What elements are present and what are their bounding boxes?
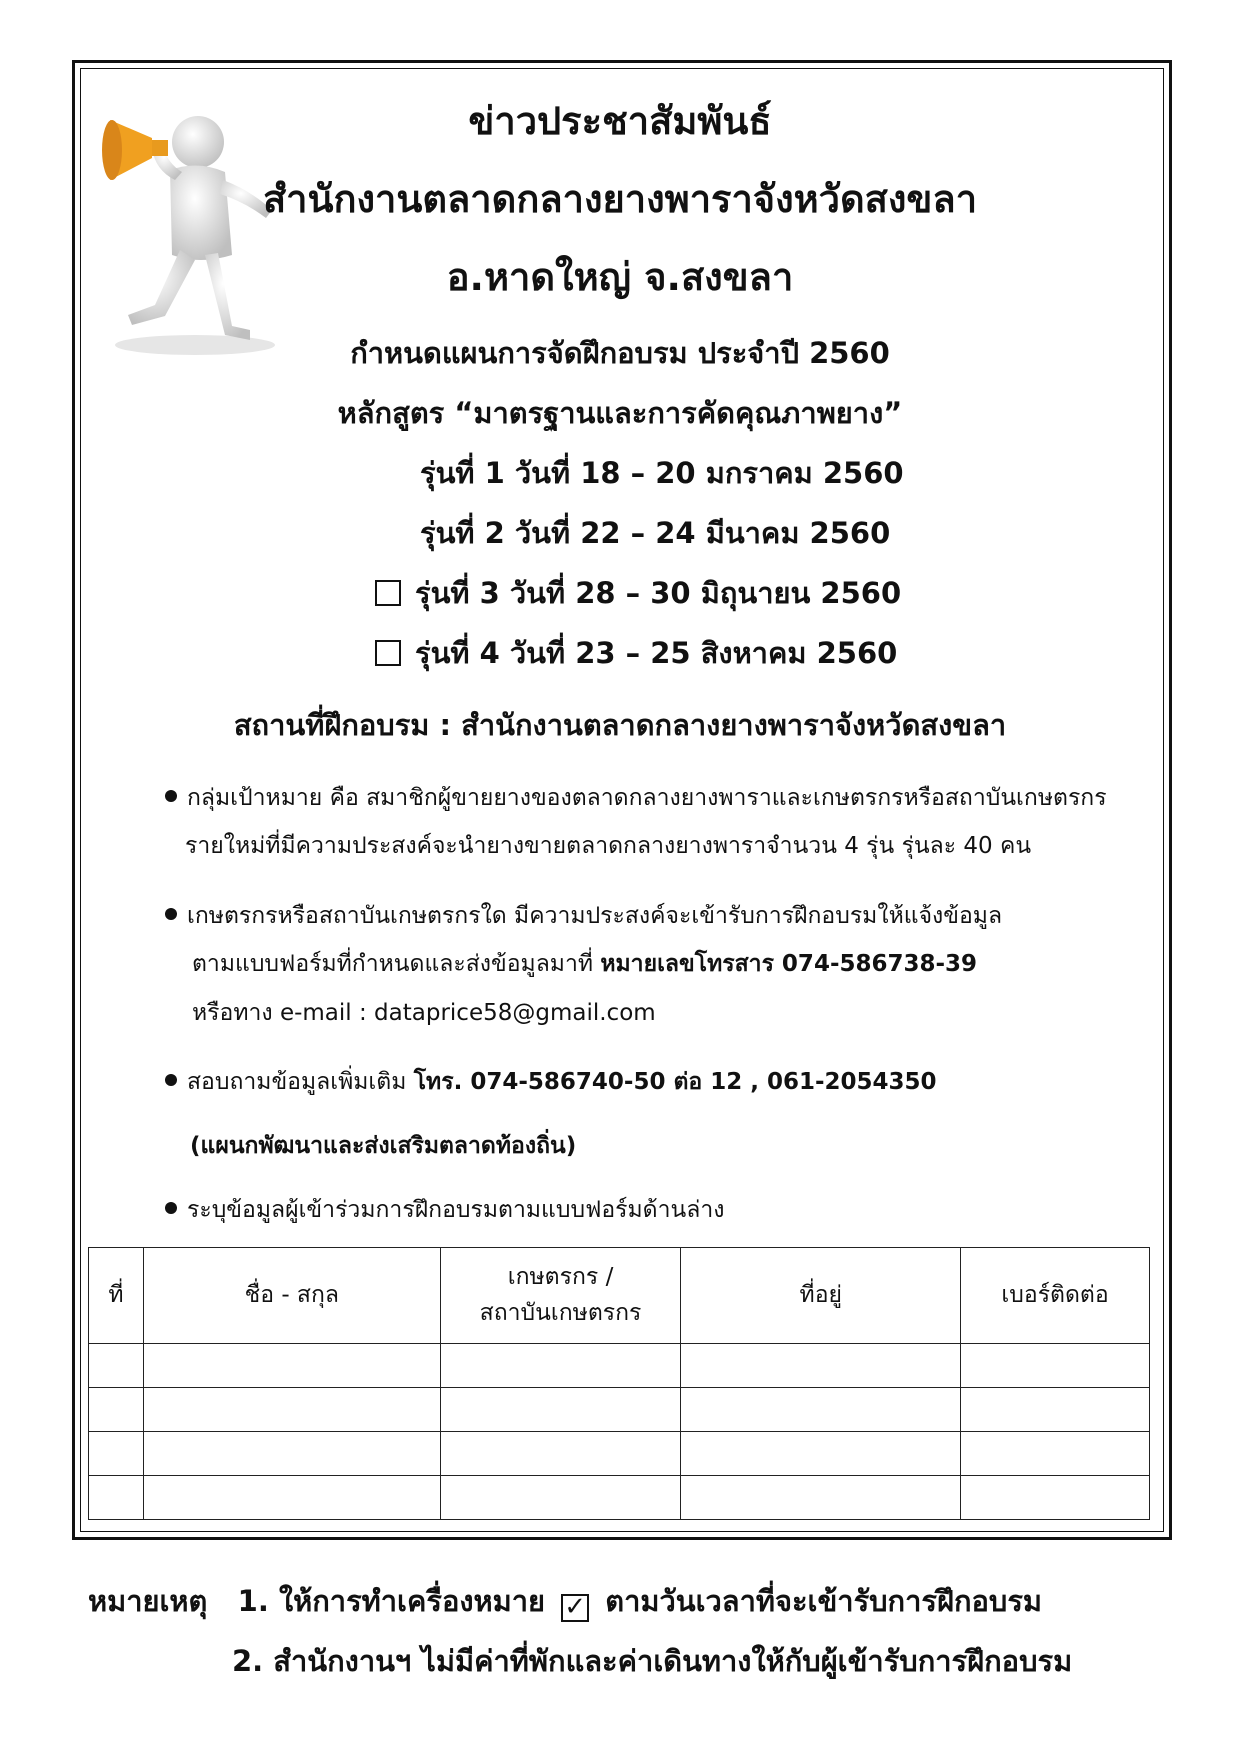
round-3: รุ่นที่ 3 วันที่ 28 – 30 มิถุนายน 2560: [375, 570, 901, 616]
office-name: สำนักงานตลาดกลางยางพาราจังหวัดสงขลา: [262, 177, 978, 221]
table-row: [89, 1388, 1150, 1432]
course-name: หลักสูตร “มาตรฐานและการคัดคุณภาพยาง”: [337, 396, 903, 430]
table-row: [89, 1432, 1150, 1476]
bullet-icon: [165, 908, 177, 920]
round-3-checkbox[interactable]: [375, 580, 401, 606]
bullet-target-cont: รายใหม่ที่มีความประสงค์จะนำยางขายตลาดกลางยางพาราจำนวน 4 รุ่น รุ่นละ 40 คน: [185, 833, 1032, 859]
round-4: รุ่นที่ 4 วันที่ 23 – 25 สิงหาคม 2560: [375, 630, 897, 676]
bullet-icon: [165, 1202, 177, 1214]
bullet-apply-cont: ตามแบบฟอร์มที่กำหนดและส่งข้อมูลมาที่ หมายเลขโทรสาร 074-586738-39: [192, 951, 978, 977]
bullet-icon: [165, 790, 177, 802]
checkmark-box-icon: ✓: [561, 1594, 589, 1622]
round-4-checkbox[interactable]: [375, 640, 401, 666]
table-row: [89, 1344, 1150, 1388]
bullet-target: กลุ่มเป้าหมาย คือ สมาชิกผู้ขายยางของตลาดกลางยางพาราและเกษตรกรหรือสถาบันเกษตรกร: [165, 780, 1107, 816]
training-venue: สถานที่ฝึกอบรม : สำนักงานตลาดกลางยางพาราจังหวัดสงขลา: [233, 708, 1007, 742]
page-title: ข่าวประชาสัมพันธ์: [468, 99, 772, 143]
col-farmer: เกษตรกร / สถาบันเกษตรกร: [440, 1248, 681, 1344]
phone-numbers: โทร. 074-586740-50 ต่อ 12 , 061-2054350: [413, 1069, 937, 1095]
col-name: ชื่อ - สกุล: [143, 1248, 440, 1344]
col-no: ที่: [89, 1248, 144, 1344]
bullet-apply: เกษตรกรหรือสถาบันเกษตรกรใด มีความประสงค์จะเข้ารับการฝึกอบรมให้แจ้งข้อมูล: [165, 898, 1002, 934]
round-1: รุ่นที่ 1 วันที่ 18 – 20 มกราคม 2560: [420, 456, 904, 490]
note-2: 2. สำนักงานฯ ไม่มีค่าที่พักและค่าเดินทางให้กับผู้เข้ารับการฝึกอบรม: [232, 1644, 1073, 1678]
plan-heading: กำหนดแผนการจัดฝึกอบรม ประจำปี 2560: [350, 336, 890, 370]
bullet-icon: [165, 1074, 177, 1086]
email-line: หรือทาง e-mail : dataprice58@gmail.com: [192, 1000, 656, 1026]
note-1: หมายเหตุ 1. ให้การทำเครื่องหมาย ✓ ตามวันเวลาที่จะเข้ารับการฝึกอบรม: [88, 1584, 1043, 1622]
office-location: อ.หาดใหญ่ จ.สงขลา: [446, 255, 794, 299]
col-phone: เบอร์ติดต่อ: [961, 1248, 1150, 1344]
bullet-inquiry: สอบถามข้อมูลเพิ่มเติม โทร. 074-586740-50 ต่อ 12 , 061-2054350: [165, 1064, 937, 1100]
table-row: [89, 1476, 1150, 1520]
col-address: ที่อยู่: [681, 1248, 961, 1344]
table-header-row: [89, 1248, 1150, 1344]
round-2: รุ่นที่ 2 วันที่ 22 – 24 มีนาคม 2560: [420, 516, 891, 550]
bullet-form: ระบุข้อมูลผู้เข้าร่วมการฝึกอบรมตามแบบฟอร์มด้านล่าง: [165, 1192, 725, 1228]
fax-number: หมายเลขโทรสาร 074-586738-39: [600, 951, 978, 977]
note-label: หมายเหตุ: [88, 1584, 208, 1618]
department: (แผนกพัฒนาและส่งเสริมตลาดท้องถิ่น): [190, 1133, 577, 1159]
registration-table: [88, 1247, 1150, 1520]
